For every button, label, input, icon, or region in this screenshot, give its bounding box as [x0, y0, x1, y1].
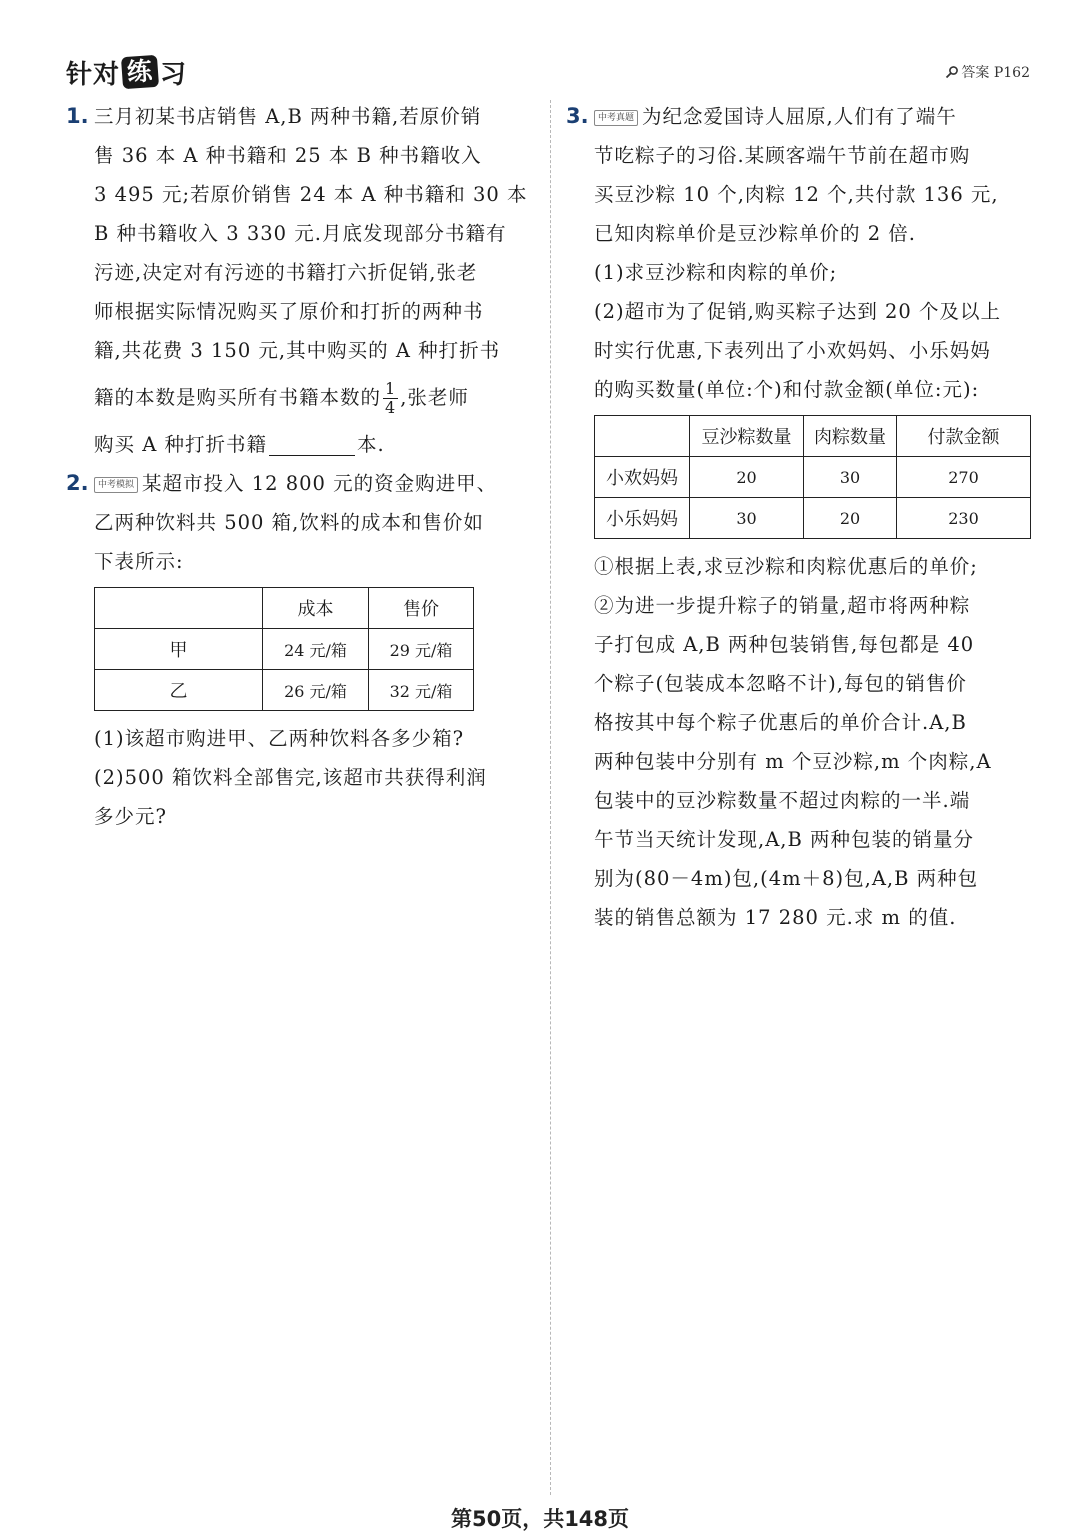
question-number: 1. [66, 104, 89, 128]
title-text-1: 针对 [66, 59, 121, 90]
q1-line: B 种书籍收入 3 330 元.月底发现部分书籍有 [94, 222, 507, 245]
q2-line: 多少元? [94, 805, 167, 828]
q3-line: 的购买数量(单位:个)和付款金额(单位:元): [594, 378, 980, 401]
q3-line: 两种包装中分别有 m 个豆沙粽,m 个肉粽,A [594, 750, 992, 773]
q2-line: 乙两种饮料共 500 箱,饮料的成本和售价如 [94, 511, 484, 534]
table-row: 甲 24 元/箱 29 元/箱 [95, 629, 474, 670]
question-number: 2. [66, 471, 89, 495]
fraction: $\frac{1}{4}$ [385, 379, 397, 417]
q1-line: 售 36 本 A 种书籍和 25 本 B 种书籍收入 [94, 144, 482, 167]
q2-line: 2. 中考模拟 某超市投入 12 800 元的资金购进甲、 [66, 464, 534, 503]
answer-reference-text: 答案 P162 [961, 65, 1030, 81]
q3-line: 节吃粽子的习俗.某顾客端午节前在超市购 [594, 144, 971, 167]
table-header-row: 豆沙粽数量 肉粽数量 付款金额 [595, 416, 1031, 457]
question-2 [66, 464, 534, 836]
q1-line: 师根据实际情况购买了原价和打折的两种书 [94, 300, 484, 323]
q3-line: 午节当天统计发现,A,B 两种包装的销量分 [594, 828, 975, 851]
q3-line: 子打包成 A,B 两种包装销售,每包都是 40 [594, 633, 975, 656]
answer-reference [945, 62, 1030, 82]
q1-line: 污迹,决定对有污迹的书籍打六折促销,张老 [94, 261, 478, 284]
q1-line: 3 495 元;若原价销售 24 本 A 种书籍和 30 本 [94, 183, 528, 206]
table-header-row: 成本 售价 [95, 588, 474, 629]
q3-line: 3. 中考真题 为纪念爱国诗人屈原,人们有了端午 [566, 97, 1033, 136]
q3-line: 别为(80－4m)包,(4m＋8)包,A,B 两种包 [594, 867, 979, 890]
q3-line: 装的销售总额为 17 280 元.求 m 的值. [594, 906, 957, 929]
question-number: 3. [566, 104, 589, 128]
q1-fraction-line: 籍的本数是购买所有书籍本数的 $\frac{1}{4}$ ,张老师 [94, 379, 469, 417]
q3-line: 包装中的豆沙粽数量不超过肉粽的一半.端 [594, 789, 971, 812]
q3-line: 时实行优惠,下表列出了小欢妈妈、小乐妈妈 [594, 339, 991, 362]
section-title [66, 55, 187, 89]
q3-line: 已知肉粽单价是豆沙粽单价的 2 倍. [594, 222, 917, 245]
q1-line: 1. 三月初某书店销售 A,B 两种书籍,若原价销 [66, 97, 534, 136]
page-footer: 第50页，共148页 [450, 1507, 630, 1531]
drink-table [94, 587, 474, 711]
q2-line: (2)500 箱饮料全部售完,该超市共获得利润 [94, 766, 487, 789]
question-1 [66, 97, 534, 464]
q1-line: 籍,共花费 3 150 元,其中购买的 A 种打折书 [94, 339, 501, 362]
magnifier-icon [945, 65, 959, 79]
q1-answer-line: 购买 A 种打折书籍 本. [66, 425, 534, 464]
q3-line: 个粽子(包装成本忽略不计),每包的销售价 [594, 672, 967, 695]
q3-line: ②为进一步提升粽子的销量,超市将两种粽 [594, 594, 971, 617]
zongzi-table [594, 415, 1031, 539]
q3-line: (1)求豆沙粽和肉粽的单价; [594, 261, 838, 284]
question-3 [566, 97, 1033, 937]
table-row: 小乐妈妈 30 20 230 [595, 498, 1031, 539]
right-column [566, 97, 1033, 937]
q2-line: (1)该超市购进甲、乙两种饮料各多少箱? [94, 727, 465, 750]
column-divider [550, 100, 551, 1495]
answer-blank[interactable] [269, 429, 355, 456]
table-row: 乙 26 元/箱 32 元/箱 [95, 670, 474, 711]
left-column [66, 97, 534, 836]
q3-line: 买豆沙粽 10 个,肉粽 12 个,共付款 136 元, [594, 183, 999, 206]
exam-tag: 中考真题 [594, 110, 638, 126]
table-row: 小欢妈妈 20 30 270 [595, 457, 1031, 498]
q3-line: ①根据上表,求豆沙粽和肉粽优惠后的单价; [594, 555, 978, 578]
exam-tag: 中考模拟 [94, 477, 138, 493]
title-badge: 练 [121, 55, 159, 89]
q2-line: 下表所示: [94, 550, 184, 573]
q3-line: (2)超市为了促销,购买粽子达到 20 个及以上 [594, 300, 1002, 323]
q3-line: 格按其中每个粽子优惠后的单价合计.A,B [594, 711, 967, 734]
title-text-2: 习 [160, 59, 188, 90]
